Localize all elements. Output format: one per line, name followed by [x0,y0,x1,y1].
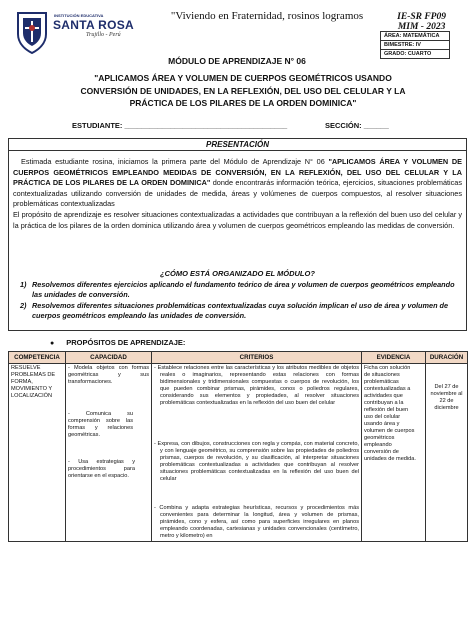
presentation-body [9,151,466,233]
module-title: MÓDULO DE APRENDIZAJE N° 06 [168,56,306,66]
school-motto: "Viviendo en Fraternidad, rosinos logramos [170,10,364,22]
list-item-text: Resolvemos diferentes ejercicios aplicando el fundamento teórico de área y volumen de cuerpos geométricos empleando las unidades de conversión. [32,280,455,299]
para1-start: Estimada estudiante rosina, iniciamos la primera parte del Módulo de Aprendizaje N° 06 [21,157,329,166]
document-code [397,12,446,32]
learning-purposes-table [8,351,468,542]
student-field[interactable]: ESTUDIANTE: _______________________________________ [72,121,288,130]
capacidad-item: - Modela objetos con formas geométricas y sus transformaciones. [68,365,149,385]
list-item-number: 1) [20,280,27,289]
list-item-text: Resolvemos diferentes situaciones problemáticas contextualizadas cuya solución implican el uso de área y volumen de cuerpos geométricos empleando las unidades de conversión. [32,301,449,320]
info-grado: GRADO: CUARTO [384,51,432,57]
bullet-icon: ● [50,340,55,347]
list-item-number: 2) [20,301,27,310]
institution-city: Trujillo - Perú [86,32,121,38]
para1-end: donde encontrarás información teórica, ejercicios, situaciones problemáticas contextualizadas utilizando conversión de unidades de medida, áreas y volúmenes de cuerpos compuestos, al resolver situaciones problemáticas contextualizadas [13,178,463,209]
purposes-heading [50,338,185,347]
column-header-competencia: COMPETENCIA [9,352,66,364]
criterio-item: - Establece relaciones entre las características y los atributos medibles de objetos reales o imaginarios, representando estas relaciones con formas bidimensionales y tridimensionales compuestas o cuerpos de revolución, los que pueden combinar prismas, pirámides, conos o poliedros regulares, considerando sus elementos y propiedades, al resolver situaciones problemáticas contextualizadas en la reflexión del uso buen del celular [154,365,359,406]
table-header-row [9,352,468,364]
main-title: "APLICAMOS ÁREA Y VOLUMEN DE CUERPOS GEOMÉTRICOS USANDO CONVERSIÓN DE UNIDADES, EN LA REFLEXIÓN, DEL USO DEL CELULAR Y LA PRÁCTICA DE LOS PILARES DE LA ORDEN DOMINICA" [80,73,406,108]
organization-list [20,280,460,322]
motto-continuation [195,24,335,32]
presentation-paragraph-1 [13,157,462,210]
criterios-cell [152,364,362,542]
capacidad-item: - Comunica su comprensión sobre las formas y relaciones geométricas. [68,411,133,438]
column-header-capacidad: CAPACIDAD [66,352,152,364]
organization-heading: ¿CÓMO ESTÁ ORGANIZADO EL MÓDULO? [160,269,315,278]
evidencia-cell: Ficha con solución de situaciones problemáticas contextualizadas a actividades que contribuyan a la reflexión del buen uso del celular usando área y volumen de cuerpos geométricos empleando conversión de unidades de medida. [362,364,426,542]
school-seal-icon [14,10,50,54]
list-item [20,280,460,300]
column-header-duracion: DURACIÓN [426,352,468,364]
capacidad-item: - Usa estrategias y procedimientos para orientarse en el espacio. [68,459,135,479]
course-info-box [380,31,450,59]
school-logo [14,10,134,54]
info-bimestre: BIMESTRE: IV [381,41,449,50]
institution-name: SANTA ROSA [53,18,134,32]
table-row [9,364,468,542]
column-header-evidencia: EVIDENCIA [362,352,426,364]
presentation-paragraph-2: El propósito de aprendizaje es resolver situaciones contextualizadas a actividades que contribuyan a la reflexión del buen uso del celular y la práctica de los pilares de la orden dominica utilizando área y volumen de cuerpos geométricos empleando las medidas de conversión. [13,209,462,230]
competencia-cell: RESUELVE PROBLEMAS DE FORMA, MOVIMIENTO Y LOCALIZACIÓN [9,364,66,542]
duracion-cell: Del 27 de noviembre al 22 de diciembre [426,364,468,542]
criterio-item: - Expresa, con dibujos, construcciones con regla y compás, con material concreto, y con lenguaje geométrico, su comprensión sobre las propiedades de poliedros prismas, cuerpos de revolución, y su clasificación, al interpretar situaciones problemáticas contextualizadas a actividades que contribuyan al resolver situaciones problemáticas contextualizadas en la reflexión del uso buen del celular [154,441,359,482]
institution-small-label: INSTITUCIÓN EDUCATIVA [54,13,104,18]
column-header-criterios: CRITERIOS [152,352,362,364]
presentation-heading: PRESENTACIÓN [9,139,466,151]
purposes-heading-text: PROPÓSITOS DE APRENDIZAJE: [66,338,186,347]
list-item [20,301,460,321]
para1-module-name: "APLICAMOS ÁREA Y VOLUMEN DE CUERPOS GEOMÉTRICOS EMPLEANDO MEDIDAS DE CONVERSIÓN, EN LA REFLEXIÓN, DEL USO DEL CELULAR Y LA PRÁCTICA DE LOS PILARES DE LA ORDEN DOMINICA" [13,157,463,188]
info-area: ÁREA: MATEMÁTICA [381,32,449,41]
criterio-item: - Combina y adapta estrategias heurísticas, recursos y procedimientos más convenientes para determinar la longitud, área y volumen de prismas, pirámides, cono y esfera, así como para superficies irregulares en planos empleando coordenadas, cartesianas y unidades convencionales (centímetro, metro y kilometro) en [154,505,359,539]
section-field[interactable]: SECCIÓN: ______ [325,121,389,130]
code-line-2: MIM - 2023 [397,22,446,32]
capacidad-cell [66,364,152,542]
code-line-1: IE-SR FP09 [397,12,446,22]
